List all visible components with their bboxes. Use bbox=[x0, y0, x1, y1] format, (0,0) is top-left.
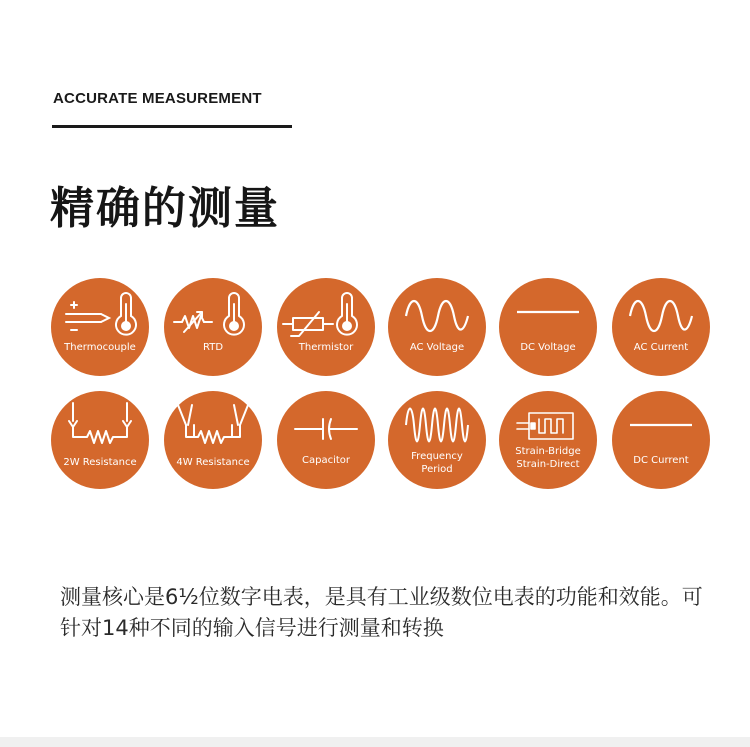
function-label-line: Frequency bbox=[411, 451, 463, 462]
function-dc-current bbox=[612, 391, 710, 489]
function-thermistor bbox=[277, 278, 375, 376]
thermocouple-icon bbox=[51, 278, 149, 376]
function-2w-resistance bbox=[51, 391, 149, 489]
function-label: 2W Resistance bbox=[63, 457, 137, 468]
function-dc-voltage bbox=[499, 278, 597, 376]
function-label: AC Current bbox=[633, 342, 689, 353]
function-label: Thermistor bbox=[298, 342, 354, 353]
function-strain bbox=[499, 391, 597, 489]
dc-line-icon bbox=[612, 391, 710, 489]
2w-resistance-icon bbox=[51, 391, 149, 489]
sine-wave-icon bbox=[388, 278, 486, 376]
function-ac-current bbox=[612, 278, 710, 376]
description-text: 测量核心是6½位数字电表，是具有工业级数位电表的功能和效能。可针对14种不同的输入信号进行测量和转换 bbox=[60, 585, 703, 640]
page-title: 精确的测量 bbox=[50, 183, 280, 234]
function-label: RTD bbox=[202, 342, 224, 353]
eyebrow-heading: ACCURATE MEASUREMENT bbox=[53, 90, 262, 107]
rtd-icon bbox=[164, 278, 262, 376]
function-label-line: Period bbox=[421, 464, 453, 475]
function-thermocouple bbox=[51, 278, 149, 376]
function-4w-resistance bbox=[164, 391, 262, 489]
function-label: 4W Resistance bbox=[176, 457, 250, 468]
function-label bbox=[382, 450, 492, 476]
function-capacitor bbox=[277, 391, 375, 489]
function-label-line: Strain-Direct bbox=[516, 459, 580, 470]
thermistor-icon bbox=[277, 278, 375, 376]
function-label bbox=[493, 445, 603, 471]
function-label: Capacitor bbox=[301, 455, 350, 466]
function-label-line: Strain-Bridge bbox=[515, 446, 581, 457]
function-label: AC Voltage bbox=[409, 342, 465, 353]
capacitor-icon bbox=[277, 391, 375, 489]
dc-line-icon bbox=[499, 278, 597, 376]
function-rtd bbox=[164, 278, 262, 376]
function-frequency-period bbox=[388, 391, 486, 489]
footer-divider bbox=[0, 737, 750, 747]
function-label: Thermocouple bbox=[64, 342, 136, 353]
function-ac-voltage bbox=[388, 278, 486, 376]
strain-gauge-icon bbox=[499, 391, 597, 489]
function-label: DC Current bbox=[633, 455, 689, 466]
sine-wave-icon bbox=[612, 278, 710, 376]
function-label: DC Voltage bbox=[520, 342, 576, 353]
4w-resistance-icon bbox=[164, 391, 262, 489]
